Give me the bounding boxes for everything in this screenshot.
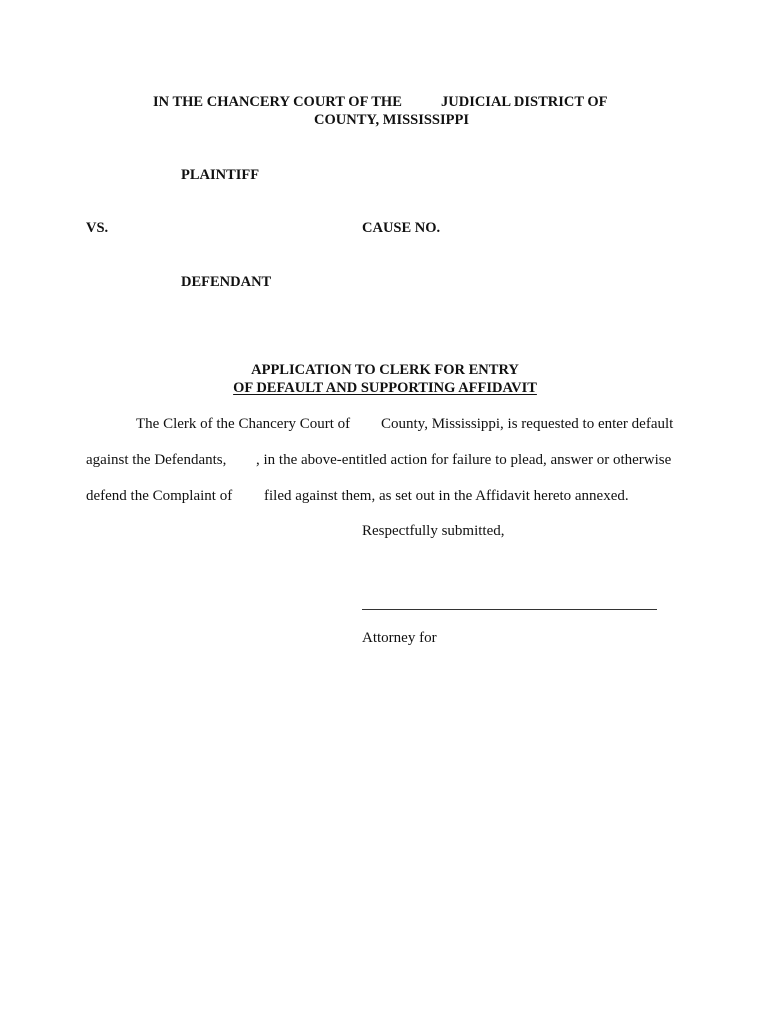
- court-heading-part2: JUDICIAL DISTRICT OF: [441, 94, 608, 110]
- defendant-label: DEFENDANT: [181, 274, 272, 290]
- versus-label: VS.: [86, 220, 109, 236]
- document-title-line-2: OF DEFAULT AND SUPPORTING AFFIDAVIT: [233, 380, 537, 396]
- court-heading-county: COUNTY, MISSISSIPPI: [314, 112, 469, 128]
- body-line-1-start: The Clerk of the Chancery Court of: [136, 416, 351, 432]
- body-line-2-start: against the Defendants,: [86, 452, 227, 468]
- document-title-line-2-wrap: [0, 381, 770, 396]
- court-heading-part1: IN THE CHANCERY COURT OF THE: [153, 94, 402, 110]
- closing-text: Respectfully submitted,: [362, 523, 505, 539]
- cause-number-label: CAUSE NO.: [362, 220, 441, 236]
- body-line-3-end: filed against them, as set out in the Affidavit hereto annexed.: [264, 488, 629, 504]
- attorney-for-label: Attorney for: [362, 630, 437, 646]
- body-line-1-end: County, Mississippi, is requested to enter default: [381, 416, 674, 432]
- body-line-3-start: defend the Complaint of: [86, 488, 233, 504]
- document-title-line-1: APPLICATION TO CLERK FOR ENTRY: [251, 362, 519, 378]
- signature-line: [362, 609, 657, 610]
- body-line-2-end: , in the above-entitled action for failure to plead, answer or otherwise: [256, 452, 672, 468]
- plaintiff-label: PLAINTIFF: [181, 167, 260, 183]
